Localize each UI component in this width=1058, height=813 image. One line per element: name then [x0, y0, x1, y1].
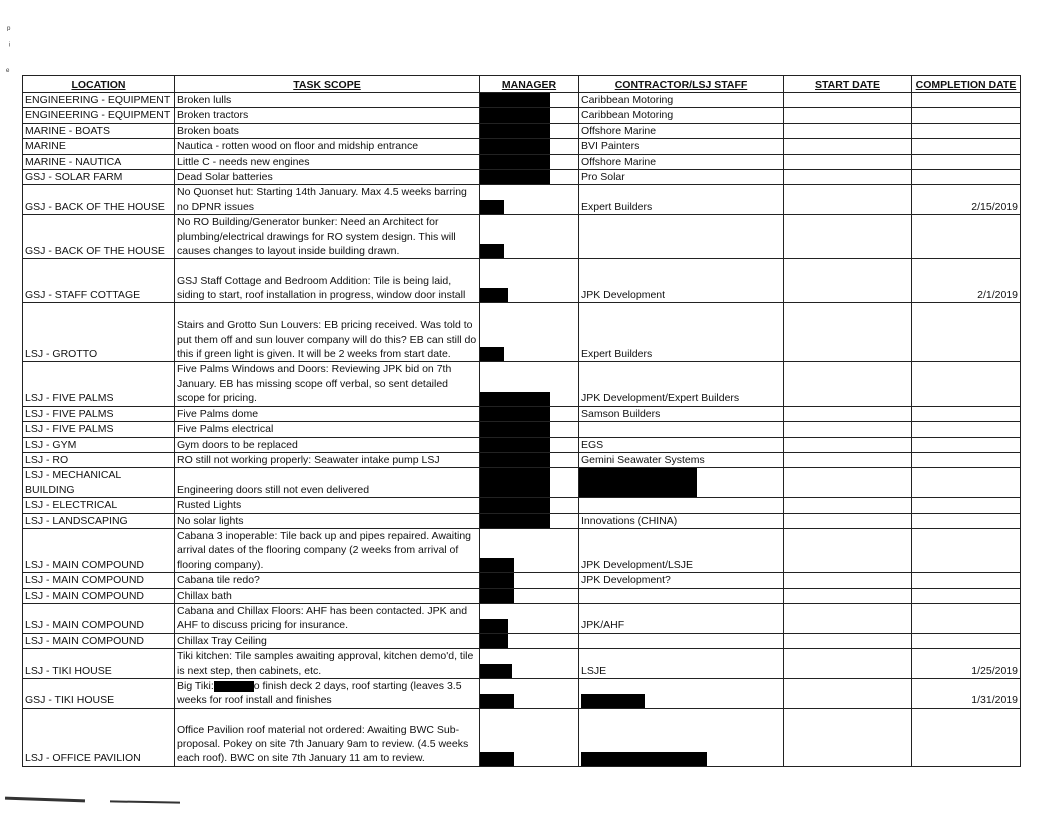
table-row [23, 123, 1021, 138]
location-cell: LSJ - GYM [23, 437, 175, 452]
task-cell: Rusted Lights [175, 498, 480, 513]
table-row [23, 528, 1021, 572]
table-row [23, 633, 1021, 648]
task-cell: Cabana and Chillax Floors: AHF has been contacted. JPK and AHF to discuss pricing for insurance. [175, 603, 480, 633]
location-cell: GSJ - BACK OF THE HOUSE [23, 185, 175, 215]
manager-cell-redacted [480, 185, 579, 215]
location-cell: LSJ - RO [23, 452, 175, 467]
task-cell: Broken boats [175, 123, 480, 138]
contractor-cell: Gemini Seawater Systems [579, 452, 784, 467]
start-date-cell [784, 215, 912, 259]
completion-date-cell [912, 215, 1021, 259]
completion-date-cell [912, 437, 1021, 452]
start-date-cell [784, 108, 912, 123]
manager-cell-redacted [480, 649, 579, 679]
completion-date-cell [912, 573, 1021, 588]
task-cell: Tiki kitchen: Tile samples awaiting approval, kitchen demo'd, tile is next step, then cabinets, etc. [175, 649, 480, 679]
location-cell: GSJ - STAFF COTTAGE [23, 259, 175, 303]
completion-date-cell [912, 633, 1021, 648]
manager-cell-redacted [480, 139, 579, 154]
task-cell: Little C - needs new engines [175, 154, 480, 169]
task-cell: Stairs and Grotto Sun Louvers: EB pricing received. Was told to put them off and sun louver company will do this? EB can still do this if green light is given. It will be 2 weeks from start date. [175, 303, 480, 362]
scan-mark: ᵉ [6, 66, 10, 76]
scan-mark: ᵖ [7, 24, 11, 34]
table-row [23, 303, 1021, 362]
location-cell: LSJ - MAIN COMPOUND [23, 588, 175, 603]
contractor-cell: Offshore Marine [579, 154, 784, 169]
start-date-cell [784, 406, 912, 421]
start-date-cell [784, 452, 912, 467]
location-cell: LSJ - MAIN COMPOUND [23, 633, 175, 648]
completion-date-cell [912, 139, 1021, 154]
location-cell: LSJ - LANDSCAPING [23, 513, 175, 528]
scan-artifact [5, 797, 85, 803]
completion-date-cell [912, 154, 1021, 169]
task-cell-part: Big Tiki: [177, 680, 214, 692]
location-cell: ENGINEERING - EQUIPMENT [23, 108, 175, 123]
location-cell: GSJ - BACK OF THE HOUSE [23, 215, 175, 259]
task-cell: No solar lights [175, 513, 480, 528]
start-date-cell [784, 123, 912, 138]
manager-cell-redacted [480, 437, 579, 452]
manager-cell-redacted [480, 498, 579, 513]
completion-date-cell [912, 603, 1021, 633]
manager-cell-redacted [480, 513, 579, 528]
contractor-cell: JPK Development/LSJE [579, 528, 784, 572]
start-date-cell [784, 513, 912, 528]
table-row [23, 406, 1021, 421]
start-date-cell [784, 303, 912, 362]
table-row [23, 603, 1021, 633]
start-date-cell [784, 468, 912, 498]
completion-date-cell [912, 123, 1021, 138]
contractor-cell: LSJE [579, 649, 784, 679]
location-cell: LSJ - FIVE PALMS [23, 362, 175, 406]
manager-cell-redacted [480, 528, 579, 572]
completion-date-cell: 2/15/2019 [912, 185, 1021, 215]
table-row [23, 437, 1021, 452]
location-cell: MARINE [23, 139, 175, 154]
contractor-cell: JPK/AHF [579, 603, 784, 633]
task-cell: GSJ Staff Cottage and Bedroom Addition: Tile is being laid, siding to start, roof installation in progress, window door install [175, 259, 480, 303]
table-row [23, 215, 1021, 259]
location-cell: LSJ - MAIN COMPOUND [23, 528, 175, 572]
task-cell: Office Pavilion roof material not ordered: Awaiting BWC Sub-proposal. Pokey on site 7th January 9am to review. (4.5 weeks each roof). BWC on site 7th January 11 am to review. [175, 708, 480, 766]
header-row [23, 76, 1021, 93]
table-row [23, 154, 1021, 169]
contractor-cell [579, 422, 784, 437]
manager-cell-redacted [480, 573, 579, 588]
start-date-cell [784, 603, 912, 633]
completion-date-cell: 1/31/2019 [912, 679, 1021, 709]
start-date-cell [784, 139, 912, 154]
manager-cell-redacted [480, 708, 579, 766]
location-cell: GSJ - SOLAR FARM [23, 170, 175, 185]
manager-cell-redacted [480, 422, 579, 437]
contractor-cell: Pro Solar [579, 170, 784, 185]
location-cell: LSJ - TIKI HOUSE [23, 649, 175, 679]
manager-cell-redacted [480, 679, 579, 709]
table-row [23, 170, 1021, 185]
task-cell: Engineering doors still not even delivered [175, 468, 480, 498]
start-date-cell [784, 422, 912, 437]
task-cell: Broken lulls [175, 93, 480, 108]
completion-date-cell [912, 468, 1021, 498]
contractor-cell: JPK Development? [579, 573, 784, 588]
manager-cell-redacted [480, 123, 579, 138]
start-date-cell [784, 185, 912, 215]
start-date-cell [784, 259, 912, 303]
completion-date-cell [912, 513, 1021, 528]
header-completion-date: COMPLETION DATE [912, 76, 1021, 93]
contractor-cell: EGS [579, 437, 784, 452]
contractor-cell [579, 498, 784, 513]
start-date-cell [784, 679, 912, 709]
completion-date-cell [912, 708, 1021, 766]
table-row [23, 259, 1021, 303]
scan-mark: ᵢ [9, 38, 11, 48]
contractor-cell: Caribbean Motoring [579, 93, 784, 108]
table-row [23, 362, 1021, 406]
contractor-cell-redacted [579, 468, 784, 498]
scan-artifact [110, 800, 180, 803]
table-row [23, 108, 1021, 123]
completion-date-cell: 1/25/2019 [912, 649, 1021, 679]
manager-cell-redacted [480, 588, 579, 603]
task-cell: RO still not working properly: Seawater intake pump LSJ [175, 452, 480, 467]
contractor-cell-redacted [579, 679, 784, 709]
manager-cell-redacted [480, 215, 579, 259]
manager-cell-redacted [480, 362, 579, 406]
manager-cell-redacted [480, 603, 579, 633]
completion-date-cell [912, 406, 1021, 421]
start-date-cell [784, 573, 912, 588]
table-row [23, 679, 1021, 709]
location-cell: LSJ - MECHANICAL BUILDING [23, 468, 175, 498]
location-cell: LSJ - MAIN COMPOUND [23, 603, 175, 633]
start-date-cell [784, 588, 912, 603]
completion-date-cell [912, 588, 1021, 603]
manager-cell-redacted [480, 108, 579, 123]
location-cell: LSJ - MAIN COMPOUND [23, 573, 175, 588]
task-cell [175, 679, 480, 709]
contractor-cell: Caribbean Motoring [579, 108, 784, 123]
task-cell: No RO Building/Generator bunker: Need an Architect for plumbing/electrical drawings for RO system design. This will causes changes to layout inside building drawn. [175, 215, 480, 259]
table-row [23, 468, 1021, 498]
contractor-cell: BVI Painters [579, 139, 784, 154]
completion-date-cell [912, 93, 1021, 108]
contractor-cell-redacted [579, 708, 784, 766]
location-cell: LSJ - FIVE PALMS [23, 406, 175, 421]
contractor-cell [579, 633, 784, 648]
header-start-date: START DATE [784, 76, 912, 93]
manager-cell-redacted [480, 154, 579, 169]
table-row [23, 93, 1021, 108]
task-cell-part: o finish deck 2 days, roof starting (leaves 3.5 weeks for roof install and finishes [177, 680, 462, 707]
contractor-cell: JPK Development/Expert Builders [579, 362, 784, 406]
task-cell: Dead Solar batteries [175, 170, 480, 185]
manager-cell-redacted [480, 259, 579, 303]
start-date-cell [784, 154, 912, 169]
completion-date-cell [912, 528, 1021, 572]
completion-date-cell [912, 170, 1021, 185]
start-date-cell [784, 708, 912, 766]
start-date-cell [784, 498, 912, 513]
header-contractor: CONTRACTOR/LSJ STAFF [579, 76, 784, 93]
completion-date-cell [912, 362, 1021, 406]
table-row [23, 708, 1021, 766]
completion-date-cell: 2/1/2019 [912, 259, 1021, 303]
task-sheet [22, 75, 1020, 767]
table-row [23, 513, 1021, 528]
manager-cell-redacted [480, 452, 579, 467]
task-cell: Five Palms dome [175, 406, 480, 421]
manager-cell-redacted [480, 170, 579, 185]
location-cell: GSJ - TIKI HOUSE [23, 679, 175, 709]
manager-cell-redacted [480, 303, 579, 362]
table-row [23, 422, 1021, 437]
table-row [23, 649, 1021, 679]
start-date-cell [784, 170, 912, 185]
task-cell: Broken tractors [175, 108, 480, 123]
completion-date-cell [912, 498, 1021, 513]
task-cell: Gym doors to be replaced [175, 437, 480, 452]
task-table [22, 75, 1021, 767]
start-date-cell [784, 633, 912, 648]
start-date-cell [784, 649, 912, 679]
completion-date-cell [912, 422, 1021, 437]
location-cell: ENGINEERING - EQUIPMENT [23, 93, 175, 108]
contractor-cell: Expert Builders [579, 185, 784, 215]
start-date-cell [784, 528, 912, 572]
task-cell: Nautica - rotten wood on floor and midship entrance [175, 139, 480, 154]
table-row [23, 452, 1021, 467]
header-task-scope: TASK SCOPE [175, 76, 480, 93]
contractor-cell: Innovations (CHINA) [579, 513, 784, 528]
manager-cell-redacted [480, 93, 579, 108]
location-cell: LSJ - GROTTO [23, 303, 175, 362]
contractor-cell: Expert Builders [579, 303, 784, 362]
task-cell: No Quonset hut: Starting 14th January. Max 4.5 weeks barring no DPNR issues [175, 185, 480, 215]
header-location: LOCATION [23, 76, 175, 93]
header-manager: MANAGER [480, 76, 579, 93]
table-row [23, 588, 1021, 603]
location-cell: LSJ - FIVE PALMS [23, 422, 175, 437]
task-redaction [214, 681, 254, 692]
completion-date-cell [912, 303, 1021, 362]
task-cell: Five Palms Windows and Doors: Reviewing JPK bid on 7th January. EB has missing scope off verbal, so sent detailed scope for pricing. [175, 362, 480, 406]
contractor-cell: Samson Builders [579, 406, 784, 421]
location-cell: MARINE - BOATS [23, 123, 175, 138]
table-row [23, 573, 1021, 588]
task-cell: Cabana tile redo? [175, 573, 480, 588]
contractor-cell [579, 215, 784, 259]
start-date-cell [784, 437, 912, 452]
contractor-cell: Offshore Marine [579, 123, 784, 138]
start-date-cell [784, 362, 912, 406]
manager-cell-redacted [480, 406, 579, 421]
completion-date-cell [912, 108, 1021, 123]
task-cell: Chillax Tray Ceiling [175, 633, 480, 648]
table-row [23, 185, 1021, 215]
contractor-cell: JPK Development [579, 259, 784, 303]
manager-cell-redacted [480, 468, 579, 498]
contractor-cell [579, 588, 784, 603]
start-date-cell [784, 93, 912, 108]
location-cell: LSJ - OFFICE PAVILION [23, 708, 175, 766]
location-cell: LSJ - ELECTRICAL [23, 498, 175, 513]
manager-cell-redacted [480, 633, 579, 648]
table-row [23, 139, 1021, 154]
location-cell: MARINE - NAUTICA [23, 154, 175, 169]
completion-date-cell [912, 452, 1021, 467]
task-cell: Chillax bath [175, 588, 480, 603]
task-cell: Cabana 3 inoperable: Tile back up and pipes repaired. Awaiting arrival dates of the flooring company (2 weeks from arrival of flooring company). [175, 528, 480, 572]
table-row [23, 498, 1021, 513]
task-cell: Five Palms electrical [175, 422, 480, 437]
